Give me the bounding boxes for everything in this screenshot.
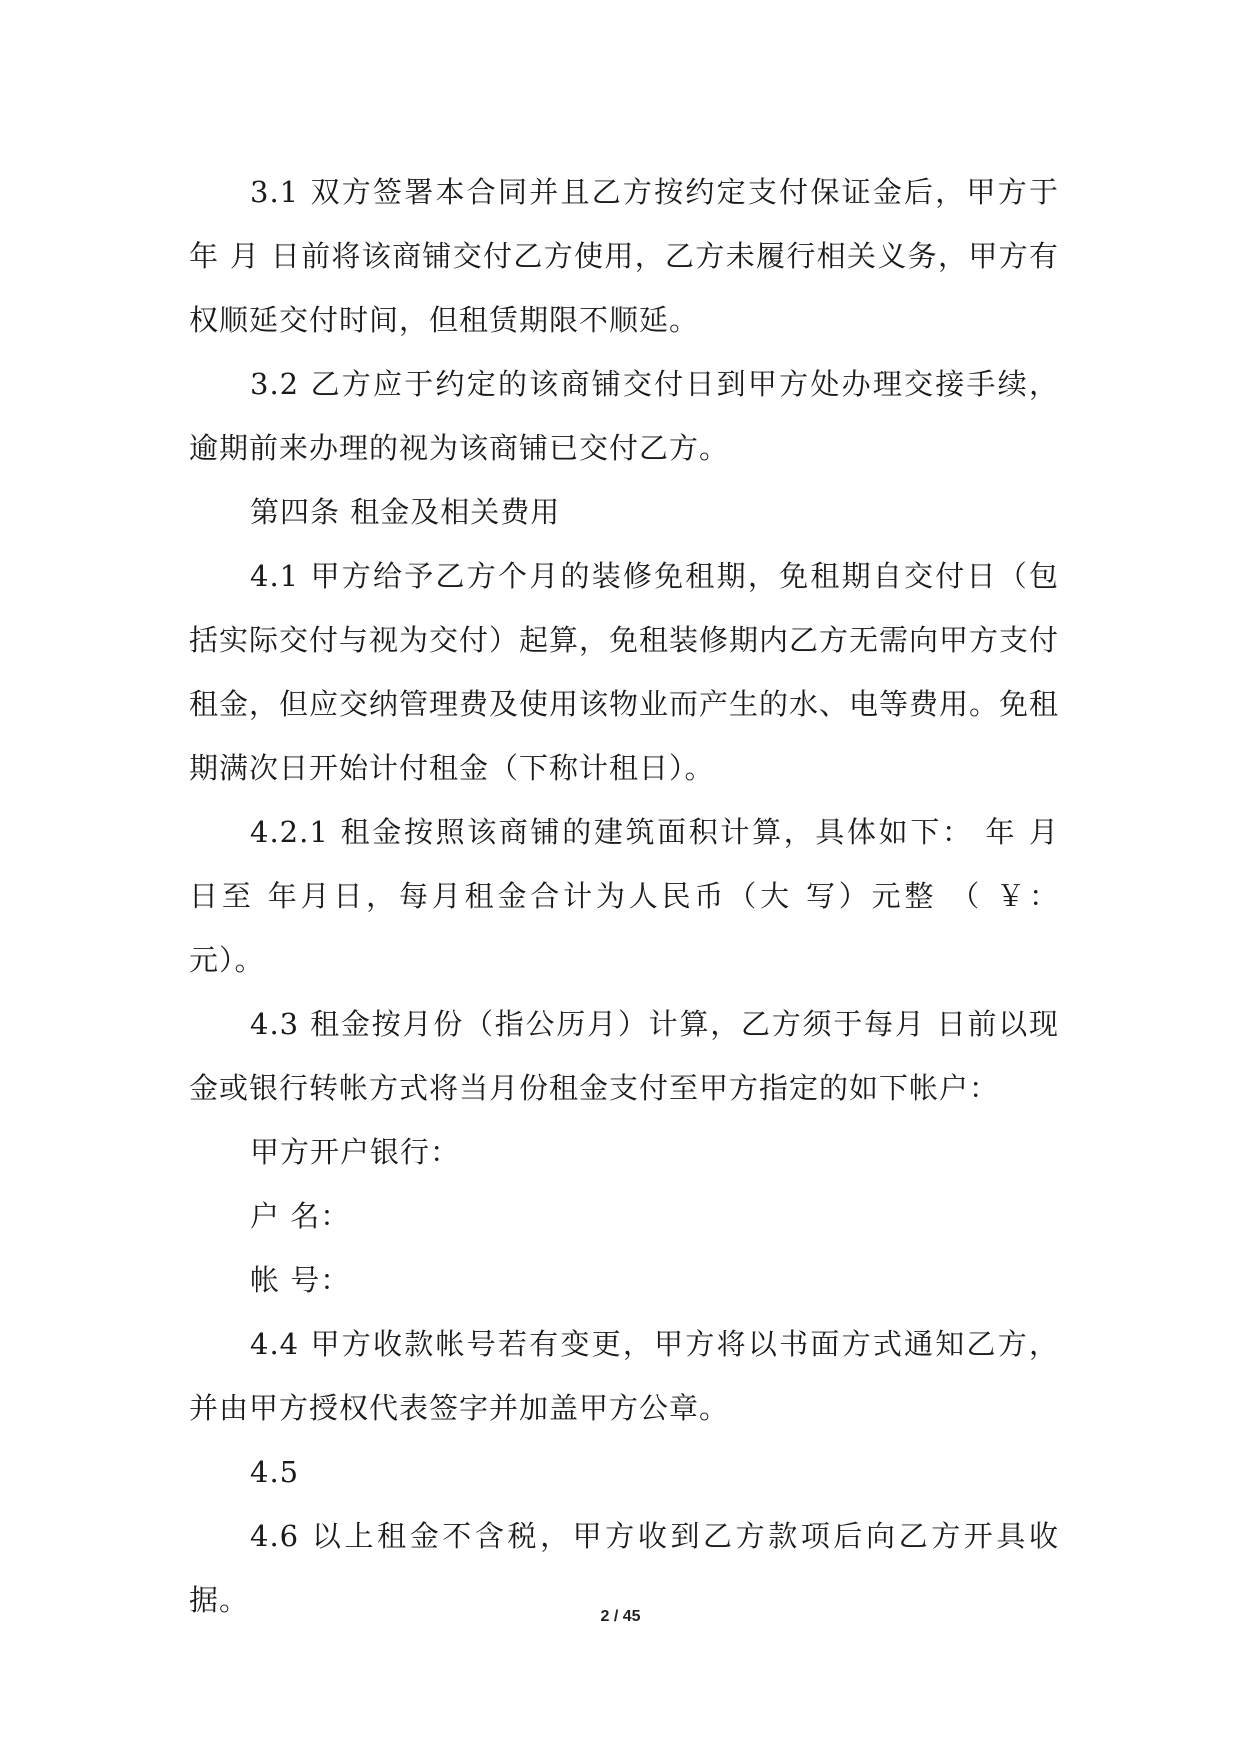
article-4-heading: 第四条 租金及相关费用 <box>250 495 561 529</box>
account-number-line: 帐 号： <box>250 1263 351 1297</box>
clause-4-6: 4.6 以上租金不含税，甲方收到乙方款项后向乙方开具收据。 <box>189 1519 1059 1617</box>
clause-4-3: 4.3 租金按月份（指公历月）计算，乙方须于每月 日前以现金或银行转帐方式将当月份租金支付至甲方指定的如下帐户： <box>189 1007 1059 1105</box>
page-number: 2 / 45 <box>600 1608 641 1625</box>
clause-4-1: 4.1 甲方给予乙方个月的装修免租期，免租期自交付日（包括实际交付与视为交付）起算，免租装修期内乙方无需向甲方支付租金，但应交纳管理费及使用该物业而产生的水、电等费用。免租期满次日开始计付租金（下称计租日）。 <box>189 559 1060 785</box>
bank-name-line: 甲方开户银行： <box>250 1135 461 1169</box>
clause-4-5: 4.5 <box>250 1455 300 1489</box>
document-body <box>189 160 1059 1632</box>
clause-4-4: 4.4 甲方收款帐号若有变更，甲方将以书面方式通知乙方，并由甲方授权代表签字并加盖甲方公章。 <box>189 1327 1059 1425</box>
clause-4-2-1: 4.2.1 租金按照该商铺的建筑面积计算，具体如下： 年 月 日至 年月日，每月租金合计为人民币（大 写）元整 （ ￥： 元）。 <box>189 815 1059 977</box>
account-name-line: 户 名： <box>250 1199 351 1233</box>
clause-3-1: 3.1 双方签署本合同并且乙方按约定支付保证金后，甲方于 年 月 日前将该商铺交付乙方使用，乙方未履行相关义务，甲方有权顺延交付时间，但租赁期限不顺延。 <box>189 175 1059 337</box>
clause-3-2: 3.2 乙方应于约定的该商铺交付日到甲方处办理交接手续，逾期前来办理的视为该商铺已交付乙方。 <box>189 367 1059 465</box>
